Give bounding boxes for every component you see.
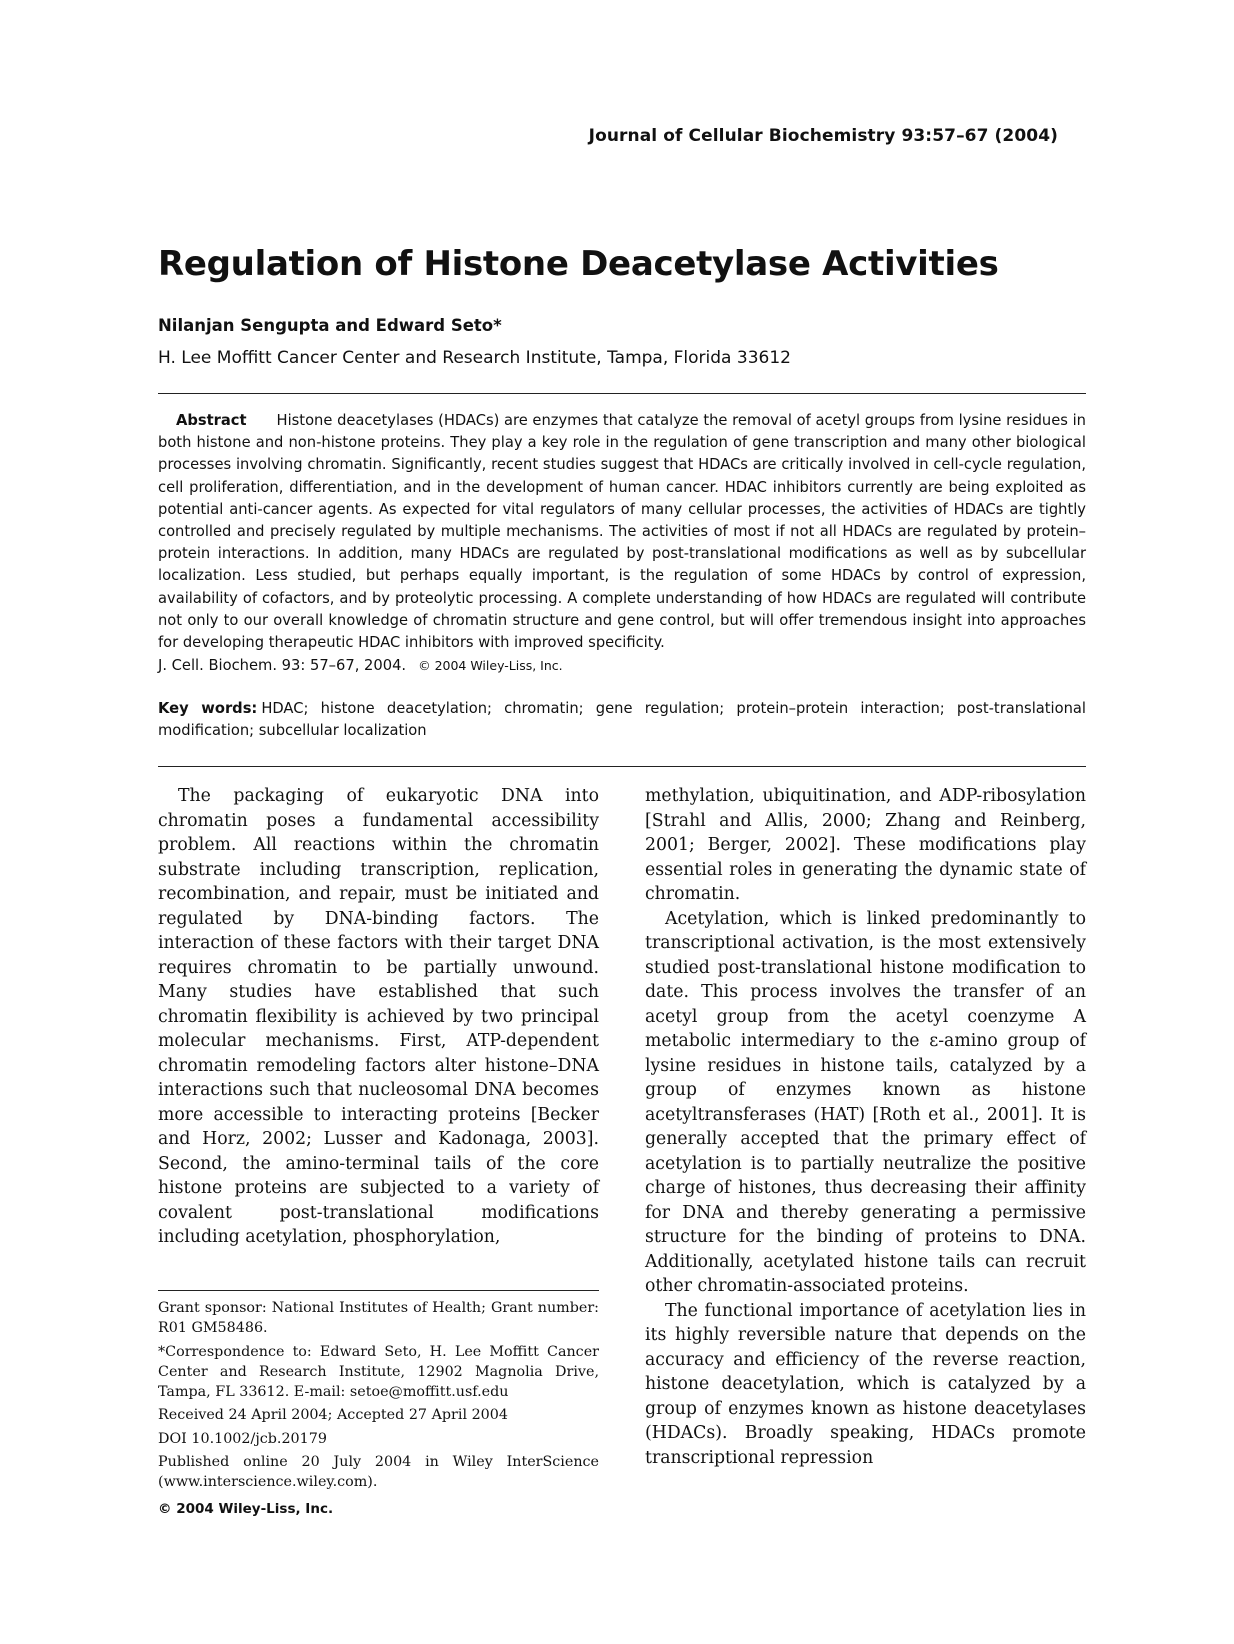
footnote-grant: Grant sponsor: National Institutes of Health; Grant number: R01 GM58486.: [158, 1300, 599, 1337]
body-column-left: [158, 784, 599, 1250]
keywords-block: [158, 698, 1086, 742]
body-paragraph: The functional importance of acetylation lies in its highly reversible nature that depends on the accuracy and efficiency of the reverse reaction, histone deacetylation, which is catalyzed by a group of enzymes known as histone deacetylases (HDACs). Broadly speaking, HDACs promote transcriptional repression: [645, 1300, 1086, 1468]
body-paragraph: The packaging of eukaryotic DNA into chromatin poses a fundamental accessibility problem. All reactions within the chromatin substrate including transcription, replication, recombination, and repair, must be initiated and regulated by DNA-binding factors. The interaction of these factors with their target DNA requires chromatin to be partially unwound. Many studies have established that such chromatin flexibility is achieved by two principal molecular mechanisms. First, ATP-dependent chromatin remodeling factors alter histone–DNA interactions such that nucleosomal DNA becomes more accessible to interacting proteins [Becker and Horz, 2002; Lusser and Kadonaga, 2003]. Second, the amino-terminal tails of the core histone proteins are subjected to a variety of covalent post-translational modifications including acetylation, phosphorylation,: [158, 786, 599, 1247]
keywords-text: HDAC; histone deacetylation; chromatin; gene regulation; protein–protein interaction; post-translational modification; subcellular localization: [158, 700, 1086, 740]
footnote-copyright: © 2004 Wiley-Liss, Inc.: [158, 1500, 334, 1517]
abstract-block: [158, 410, 1086, 677]
abstract-copyright: © 2004 Wiley-Liss, Inc.: [418, 658, 563, 674]
author-list: Nilanjan Sengupta and Edward Seto*: [158, 316, 502, 335]
footnotes-block: [158, 1298, 599, 1522]
abstract-text: Histone deacetylases (HDACs) are enzymes that catalyze the removal of acetyl groups from lysine residues in both histone and non-histone proteins. They play a key role in the regulation of gene transcription and many other biological processes involving chromatin. Significantly, recent studies suggest that HDACs are critically involved in cell-cycle regulation, cell proliferation, differentiation, and in the development of human cancer. HDAC inhibitors currently are being exploited as potential anti-cancer agents. As expected for vital regulators of many cellular processes, the activities of HDACs are tightly controlled and precisely regulated by multiple mechanisms. The activities of most if not all HDACs are regulated by protein–protein interactions. In addition, many HDACs are regulated by post-translational modifications as well as by subcellular localization. Less studied, but perhaps equally important, is the regulation of some HDACs by control of expression, availability of cofactors, and by proteolytic processing. A complete understanding of how HDACs are regulated will contribute not only to our overall knowledge of chromatin structure and gene control, but will offer tremendous insight into approaches for developing therapeutic HDAC inhibitors with improved specificity.: [158, 412, 1086, 652]
body-paragraph: methylation, ubiquitination, and ADP-ribosylation [Strahl and Allis, 2000; Zhang and Reinberg, 2001; Berger, 2002]. These modifications play essential roles in generating the dynamic state of chromatin.: [645, 786, 1086, 904]
footnote-doi: DOI 10.1002/jcb.20179: [158, 1430, 327, 1447]
body-paragraph: Acetylation, which is linked predominantly to transcriptional activation, is the most extensively studied post-translational histone modification to date. This process involves the transfer of an acetyl group from the acetyl coenzyme A metabolic intermediary to the ε-amino group of lysine residues in histone tails, catalyzed by a group of enzymes known as histone acetyltransferases (HAT) [Roth et al., 2001]. It is generally accepted that the primary effect of acetylation is to partially neutralize the positive charge of histones, thus decreasing their affinity for DNA and thereby generating a permissive structure for the binding of proteins to DNA. Additionally, acetylated histone tails can recruit other chromatin-associated proteins.: [645, 908, 1086, 1296]
keywords-label: Key words:: [158, 700, 258, 717]
body-column-right: [645, 784, 1086, 1470]
divider-body: [158, 766, 1086, 767]
article-title: Regulation of Histone Deacetylase Activities: [158, 244, 999, 284]
abstract-label: Abstract: [176, 412, 247, 429]
affiliation: H. Lee Moffitt Cancer Center and Research Institute, Tampa, Florida 33612: [158, 348, 791, 368]
footnote-correspondence: *Correspondence to: Edward Seto, H. Lee Moffitt Cancer Center and Research Institute, 12902 Magnolia Drive, Tampa, FL 33612. E-mail: setoe@moffitt.usf.edu: [158, 1343, 599, 1401]
journal-citation: Journal of Cellular Biochemistry 93:57–67 (2004): [588, 126, 1058, 146]
footnote-published: Published online 20 July 2004 in Wiley InterScience (www.interscience.wiley.com).: [158, 1454, 599, 1491]
footnote-received: Received 24 April 2004; Accepted 27 April 2004: [158, 1407, 508, 1424]
abstract-citation-line: [158, 655, 1086, 677]
abstract-citation: J. Cell. Biochem. 93: 57–67, 2004.: [158, 657, 407, 675]
footnote-divider: [158, 1290, 599, 1291]
divider-top: [158, 393, 1086, 394]
